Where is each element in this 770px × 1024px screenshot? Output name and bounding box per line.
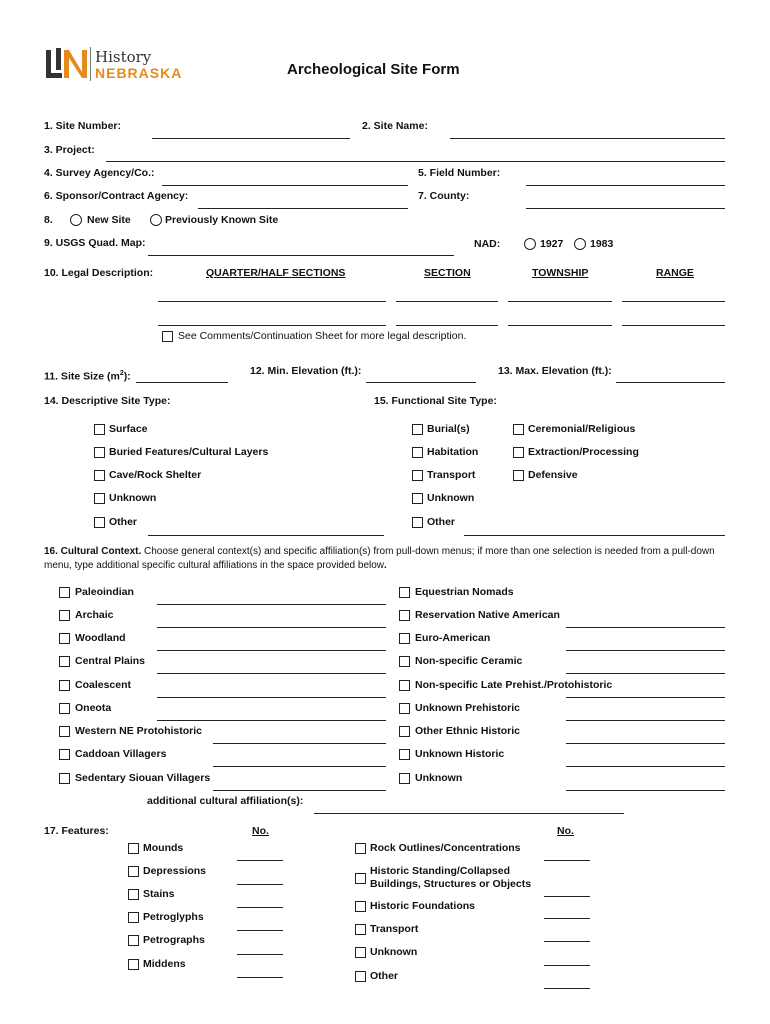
cultural-label-sedentary-siouan-villagers: Sedentary Siouan Villagers <box>75 772 211 784</box>
functional-label-extraction-processing: Extraction/Processing <box>528 446 639 458</box>
descriptive-checkbox-other[interactable] <box>94 517 105 528</box>
cultural-checkbox-equestrian-nomads[interactable] <box>399 587 410 598</box>
cultural-label-archaic: Archaic <box>75 609 114 621</box>
cultural-field-woodland[interactable] <box>157 650 386 651</box>
feature-count-right-1[interactable] <box>544 860 590 861</box>
cultural-checkbox-unknown-prehistoric[interactable] <box>399 703 410 714</box>
feature-checkbox-historic-foundations[interactable] <box>355 901 366 912</box>
cultural-label-other-ethnic-historic: Other Ethnic Historic <box>415 725 521 737</box>
descriptive-checkbox-unknown[interactable] <box>94 493 105 504</box>
cultural-field-sedentary-siouan-villagers[interactable] <box>213 790 386 791</box>
feature-label-historic-standing-2: Buildings, Structures or Objects <box>370 878 532 890</box>
cultural-label-coalescent: Coalescent <box>75 679 132 691</box>
township-header: TOWNSHIP <box>532 267 589 279</box>
functional-checkbox-defensive[interactable] <box>513 470 524 481</box>
nad-label: NAD: <box>474 238 501 250</box>
cultural-field-western-ne-protohistoric[interactable] <box>213 743 386 744</box>
see-comments-label: See Comments/Continuation Sheet for more legal description. <box>178 330 467 342</box>
cultural-checkbox-coalescent[interactable] <box>59 680 70 691</box>
functional-label-unknown: Unknown <box>427 492 475 504</box>
cultural-checkbox-archaic[interactable] <box>59 610 70 621</box>
cultural-label-caddoan-villagers: Caddoan Villagers <box>75 748 167 760</box>
sponsor-field[interactable] <box>198 208 408 209</box>
cultural-label-euro-american: Euro-American <box>415 632 491 644</box>
min-elevation-field[interactable] <box>366 382 476 383</box>
sponsor-label: 6. Sponsor/Contract Agency: <box>44 190 189 202</box>
new-site-radio[interactable] <box>70 214 82 226</box>
descriptive-label-buried-features-cultural-layers: Buried Features/Cultural Layers <box>109 446 269 458</box>
feature-label-historic-standing-1: Historic Standing/Collapsed <box>370 865 511 877</box>
usgs-field[interactable] <box>148 255 454 256</box>
functional-label-other: Other <box>427 516 456 528</box>
quarter-field-2[interactable] <box>158 325 386 326</box>
feature-checkbox-depressions[interactable] <box>128 866 139 877</box>
functional-label-burial-s: Burial(s) <box>427 423 470 435</box>
cultural-field-unknown-prehistoric[interactable] <box>566 720 725 721</box>
previously-known-radio[interactable] <box>150 214 162 226</box>
survey-agency-label: 4. Survey Agency/Co.: <box>44 167 155 179</box>
nad-1983-radio[interactable] <box>574 238 586 250</box>
feature-label-unknown: Unknown <box>370 946 418 958</box>
cultural-field-unknown-historic[interactable] <box>566 766 725 767</box>
feature-label-rock-outlines-concentrations: Rock Outlines/Concentrations <box>370 842 521 854</box>
feature-count-depressions[interactable] <box>237 884 283 885</box>
project-field[interactable] <box>106 161 725 162</box>
cultural-checkbox-woodland[interactable] <box>59 633 70 644</box>
page-title: Archeological Site Form <box>287 61 460 78</box>
field-number-field[interactable] <box>526 185 725 186</box>
cultural-checkbox-unknown[interactable] <box>399 773 410 784</box>
functional-checkbox-habitation[interactable] <box>412 447 423 458</box>
cultural-checkbox-non-specific-late-prehist-protohistoric[interactable] <box>399 680 410 691</box>
cultural-context-instructions: 16. Cultural Context. Choose general context(s) and specific affiliation(s) from pull-down menus; if more than one selection is needed from a pull-down menu, type additional specific cultural affiliations in the space provided below. <box>44 546 715 571</box>
functional-checkbox-other[interactable] <box>412 517 423 528</box>
previously-known-label: Previously Known Site <box>165 214 279 226</box>
feature-count-right-6[interactable] <box>544 988 590 989</box>
cultural-checkbox-reservation-native-american[interactable] <box>399 610 410 621</box>
cultural-label-unknown-prehistoric: Unknown Prehistoric <box>415 702 521 714</box>
cultural-checkbox-caddoan-villagers[interactable] <box>59 749 70 760</box>
usgs-label: 9. USGS Quad. Map: <box>44 237 146 249</box>
field-number-label: 5. Field Number: <box>418 167 501 179</box>
cultural-field-reservation-native-american[interactable] <box>566 627 725 628</box>
cultural-field-coalescent[interactable] <box>157 697 386 698</box>
feature-checkbox-historic-standing[interactable] <box>355 873 366 884</box>
max-elevation-label: 13. Max. Elevation (ft.): <box>498 365 612 377</box>
feature-count-petroglyphs[interactable] <box>237 930 283 931</box>
legal-description-label: 10. Legal Description: <box>44 267 154 279</box>
functional-type-label: 15. Functional Site Type: <box>374 395 497 407</box>
cultural-checkbox-euro-american[interactable] <box>399 633 410 644</box>
cultural-checkbox-non-specific-ceramic[interactable] <box>399 656 410 667</box>
nad-1983-label: 1983 <box>590 238 614 250</box>
features-no-header-right: No. <box>557 825 574 837</box>
feature-label-stains: Stains <box>143 888 175 900</box>
nad-1927-label: 1927 <box>540 238 564 250</box>
feature-label-petrographs: Petrographs <box>143 934 205 946</box>
cultural-label-western-ne-protohistoric: Western NE Protohistoric <box>75 725 202 737</box>
feature-checkbox-petrographs[interactable] <box>128 935 139 946</box>
feature-count-mounds[interactable] <box>237 860 283 861</box>
cultural-checkbox-paleoindian[interactable] <box>59 587 70 598</box>
section-field-2[interactable] <box>396 325 498 326</box>
cultural-checkbox-unknown-historic[interactable] <box>399 749 410 760</box>
cultural-field-unknown[interactable] <box>566 790 725 791</box>
quarter-field-1[interactable] <box>158 301 386 302</box>
new-site-label: New Site <box>87 214 131 226</box>
descriptive-type-label: 14. Descriptive Site Type: <box>44 395 171 407</box>
cultural-label-non-specific-late-prehist-protohistoric: Non-specific Late Prehist./Protohistoric <box>415 679 613 691</box>
history-nebraska-logo-icon <box>44 46 90 82</box>
feature-count-middens[interactable] <box>237 977 283 978</box>
feature-checkbox-other[interactable] <box>355 971 366 982</box>
feature-count-stains[interactable] <box>237 907 283 908</box>
descriptive-label-cave-rock-shelter: Cave/Rock Shelter <box>109 469 202 481</box>
descriptive-label-other: Other <box>109 516 138 528</box>
functional-label-habitation: Habitation <box>427 446 479 458</box>
max-elevation-field[interactable] <box>616 382 725 383</box>
features-no-header-left: No. <box>252 825 269 837</box>
cultural-field-caddoan-villagers[interactable] <box>213 766 386 767</box>
feature-label-middens: Middens <box>143 958 186 970</box>
feature-checkbox-transport[interactable] <box>355 924 366 935</box>
site-number-label: 1. Site Number: <box>44 120 122 132</box>
feature-checkbox-middens[interactable] <box>128 959 139 970</box>
descriptive-other-field[interactable] <box>148 535 384 536</box>
logo-divider <box>90 47 91 81</box>
cultural-field-archaic[interactable] <box>157 627 386 628</box>
feature-count-right-3[interactable] <box>544 918 590 919</box>
feature-count-right-5[interactable] <box>544 965 590 966</box>
descriptive-checkbox-buried-features-cultural-layers[interactable] <box>94 447 105 458</box>
cultural-label-unknown: Unknown <box>415 772 463 784</box>
county-label: 7. County: <box>418 190 470 202</box>
feature-label-transport: Transport <box>370 923 419 935</box>
section-field-1[interactable] <box>396 301 498 302</box>
feature-count-right-2[interactable] <box>544 896 590 897</box>
feature-label-historic-foundations: Historic Foundations <box>370 900 475 912</box>
cultural-label-equestrian-nomads: Equestrian Nomads <box>415 586 514 598</box>
feature-checkbox-petroglyphs[interactable] <box>128 912 139 923</box>
nad-1927-radio[interactable] <box>524 238 536 250</box>
functional-checkbox-burial-s[interactable] <box>412 424 423 435</box>
feature-count-right-4[interactable] <box>544 941 590 942</box>
functional-checkbox-transport[interactable] <box>412 470 423 481</box>
additional-affiliation-label: additional cultural affiliation(s): <box>147 795 304 807</box>
feature-label-petroglyphs: Petroglyphs <box>143 911 204 923</box>
functional-checkbox-ceremonial-religious[interactable] <box>513 424 524 435</box>
cultural-checkbox-western-ne-protohistoric[interactable] <box>59 726 70 737</box>
project-label: 3. Project: <box>44 144 95 156</box>
cultural-field-central-plains[interactable] <box>157 673 386 674</box>
descriptive-label-surface: Surface <box>109 423 148 435</box>
range-field-1[interactable] <box>622 301 725 302</box>
functional-checkbox-unknown[interactable] <box>412 493 423 504</box>
cultural-label-non-specific-ceramic: Non-specific Ceramic <box>415 655 523 667</box>
cultural-field-paleoindian[interactable] <box>157 604 386 605</box>
cultural-label-reservation-native-american: Reservation Native American <box>415 609 560 621</box>
site-name-field[interactable] <box>450 138 725 139</box>
descriptive-checkbox-surface[interactable] <box>94 424 105 435</box>
feature-label-depressions: Depressions <box>143 865 207 877</box>
county-field[interactable] <box>526 208 725 209</box>
site-size-label: 11. Site Size $(m^2)$: <box>44 370 131 383</box>
cultural-field-other-ethnic-historic[interactable] <box>566 743 725 744</box>
feature-checkbox-stains[interactable] <box>128 889 139 900</box>
cultural-checkbox-other-ethnic-historic[interactable] <box>399 726 410 737</box>
quarter-half-header: QUARTER/HALF SECTIONS <box>206 267 346 279</box>
feature-checkbox-unknown[interactable] <box>355 947 366 958</box>
feature-label-other: Other <box>370 970 399 982</box>
feature-checkbox-mounds[interactable] <box>128 843 139 854</box>
feature-label-mounds: Mounds <box>143 842 184 854</box>
feature-count-petrographs[interactable] <box>237 954 283 955</box>
cultural-checkbox-sedentary-siouan-villagers[interactable] <box>59 773 70 784</box>
site-size-field[interactable] <box>136 382 228 383</box>
cultural-field-oneota[interactable] <box>157 720 386 721</box>
cultural-label-oneota: Oneota <box>75 702 112 714</box>
site-number-field[interactable] <box>152 138 350 139</box>
logo-nebraska-text: NEBRASKA <box>95 65 183 81</box>
range-field-2[interactable] <box>622 325 725 326</box>
range-header: RANGE <box>656 267 694 279</box>
functional-label-defensive: Defensive <box>528 469 578 481</box>
additional-affiliation-field[interactable] <box>314 813 624 814</box>
feature-checkbox-rock-outlines-concentrations[interactable] <box>355 843 366 854</box>
cultural-checkbox-oneota[interactable] <box>59 703 70 714</box>
survey-agency-field[interactable] <box>162 185 408 186</box>
see-comments-checkbox[interactable] <box>162 331 173 342</box>
township-field-1[interactable] <box>508 301 612 302</box>
item-8-label: 8. <box>44 214 53 226</box>
cultural-label-paleoindian: Paleoindian <box>75 586 134 598</box>
min-elevation-label: 12. Min. Elevation (ft.): <box>250 365 362 377</box>
logo-history-text: History <box>95 48 152 66</box>
cultural-label-woodland: Woodland <box>75 632 126 644</box>
functional-label-ceremonial-religious: Ceremonial/Religious <box>528 423 636 435</box>
township-field-2[interactable] <box>508 325 612 326</box>
section-header: SECTION <box>424 267 471 279</box>
cultural-field-non-specific-late-prehist-protohistoric[interactable] <box>566 697 725 698</box>
functional-checkbox-extraction-processing[interactable] <box>513 447 524 458</box>
cultural-label-central-plains: Central Plains <box>75 655 146 667</box>
site-name-label: 2. Site Name: <box>362 120 428 132</box>
features-label: 17. Features: <box>44 825 109 837</box>
cultural-field-euro-american[interactable] <box>566 650 725 651</box>
descriptive-checkbox-cave-rock-shelter[interactable] <box>94 470 105 481</box>
descriptive-label-unknown: Unknown <box>109 492 157 504</box>
functional-label-transport: Transport <box>427 469 476 481</box>
cultural-field-non-specific-ceramic[interactable] <box>566 673 725 674</box>
cultural-checkbox-central-plains[interactable] <box>59 656 70 667</box>
cultural-label-unknown-historic: Unknown Historic <box>415 748 505 760</box>
functional-other-field[interactable] <box>464 535 725 536</box>
